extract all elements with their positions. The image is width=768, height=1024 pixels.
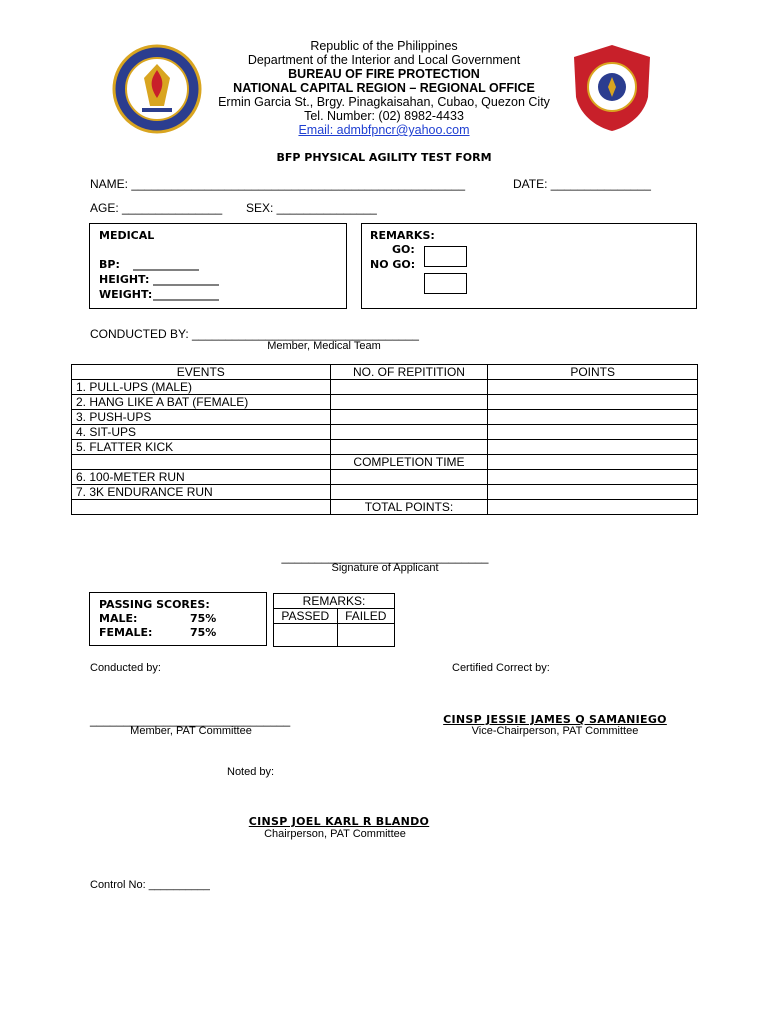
table-row <box>72 380 698 395</box>
chairperson-role: Chairperson, PAT Committee <box>264 828 406 840</box>
female-label: FEMALE: <box>99 626 153 639</box>
total-points-label: TOTAL POINTS: <box>330 500 488 515</box>
points-cell[interactable] <box>488 425 698 440</box>
table-row <box>72 425 698 440</box>
failed-header: FAILED <box>337 609 395 624</box>
age-field[interactable]: AGE: _______________ <box>90 201 223 215</box>
time-cell[interactable] <box>330 470 488 485</box>
table-row <box>72 455 698 470</box>
height-label: HEIGHT: <box>99 273 150 286</box>
header-repetition: NO. OF REPITITION <box>330 365 488 380</box>
go-checkbox[interactable] <box>424 246 467 267</box>
points-cell[interactable] <box>488 470 698 485</box>
points-cell[interactable] <box>488 410 698 425</box>
repetition-cell[interactable] <box>330 410 488 425</box>
header-events: EVENTS <box>72 365 331 380</box>
event-sit-ups: 4. SIT-UPS <box>72 425 331 440</box>
passing-scores-title: PASSING SCORES: <box>99 598 210 611</box>
blank-cell <box>72 455 331 470</box>
vice-chair-role: Vice-Chairperson, PAT Committee <box>471 725 639 737</box>
name-field[interactable]: NAME: __________________________________________________ <box>90 177 466 191</box>
no-go-label: NO GO: <box>370 258 416 271</box>
table-row <box>72 440 698 455</box>
points-cell[interactable] <box>488 440 698 455</box>
header-bureau: BUREAU OF FIRE PROTECTION <box>288 67 480 81</box>
time-cell[interactable] <box>330 485 488 500</box>
event-flatter-kick: 5. FLATTER KICK <box>72 440 331 455</box>
total-points-cell[interactable] <box>488 500 698 515</box>
header-address: Ermin Garcia St., Brgy. Pinagkaisahan, Cubao, Quezon City <box>218 95 550 109</box>
passed-header: PASSED <box>274 609 338 624</box>
header-points: POINTS <box>488 365 698 380</box>
table-row <box>72 500 698 515</box>
event-3k-endurance-run: 7. 3K ENDURANCE RUN <box>72 485 331 500</box>
table-row <box>72 470 698 485</box>
applicant-signature-line[interactable]: _______________________________ <box>281 550 489 564</box>
events-table <box>71 364 698 515</box>
female-value: 75% <box>190 626 217 639</box>
conducted-by-label: Conducted by: <box>90 662 161 674</box>
bp-label: BP: <box>99 258 120 271</box>
medical-team-role: Member, Medical Team <box>267 340 381 352</box>
passed-checkbox[interactable] <box>274 624 338 647</box>
blank-cell <box>488 455 698 470</box>
points-cell[interactable] <box>488 395 698 410</box>
form-title: BFP PHYSICAL AGILITY TEST FORM <box>276 151 492 164</box>
table-row <box>72 395 698 410</box>
header-tel: Tel. Number: (02) 8982-4433 <box>304 109 464 123</box>
applicant-signature-label: Signature of Applicant <box>331 562 439 574</box>
completion-time-header: COMPLETION TIME <box>330 455 488 470</box>
event-pull-ups: 1. PULL-UPS (MALE) <box>72 380 331 395</box>
blank-cell <box>72 500 331 515</box>
conducted-by-medical[interactable]: CONDUCTED BY: __________________________________ <box>90 327 419 341</box>
member-role: Member, PAT Committee <box>130 725 252 737</box>
weight-label: WEIGHT: <box>99 288 153 301</box>
no-go-checkbox[interactable] <box>424 273 467 294</box>
weight-line[interactable]: ____________ <box>153 288 219 301</box>
vice-chair-name: CINSP JESSIE JAMES Q SAMANIEGO <box>443 713 667 726</box>
header-region: NATIONAL CAPITAL REGION – REGIONAL OFFICE <box>233 81 535 95</box>
repetition-cell[interactable] <box>330 425 488 440</box>
event-push-ups: 3. PUSH-UPS <box>72 410 331 425</box>
points-cell[interactable] <box>488 485 698 500</box>
points-cell[interactable] <box>488 380 698 395</box>
remarks-title: REMARKS: <box>370 229 435 242</box>
repetition-cell[interactable] <box>330 395 488 410</box>
certified-correct-label: Certified Correct by: <box>452 662 550 674</box>
event-hang-like-a-bat: 2. HANG LIKE A BAT (FEMALE) <box>72 395 331 410</box>
male-value: 75% <box>190 612 217 625</box>
control-no-field[interactable]: Control No: __________ <box>90 879 210 891</box>
member-signature-line[interactable]: ______________________________ <box>90 713 291 727</box>
go-label: GO: <box>392 243 415 256</box>
bp-line[interactable]: ____________ <box>133 258 199 271</box>
sex-field[interactable]: SEX: _______________ <box>246 201 377 215</box>
table-row <box>72 485 698 500</box>
repetition-cell[interactable] <box>330 380 488 395</box>
header-republic: Republic of the Philippines <box>310 39 458 53</box>
medical-title: MEDICAL <box>99 229 155 242</box>
repetition-cell[interactable] <box>330 440 488 455</box>
failed-checkbox[interactable] <box>337 624 395 647</box>
header-department: Department of the Interior and Local Government <box>247 53 521 67</box>
email-link[interactable]: Email: admbfpncr@yahoo.com <box>298 123 470 137</box>
header-email-wrap <box>0 123 768 137</box>
male-label: MALE: <box>99 612 138 625</box>
chairperson-name: CINSP JOEL KARL R BLANDO <box>248 815 430 828</box>
result-remarks-table <box>273 593 395 647</box>
event-100-meter-run: 6. 100-METER RUN <box>72 470 331 485</box>
height-line[interactable]: ____________ <box>153 273 219 286</box>
table-row <box>72 410 698 425</box>
noted-by-label: Noted by: <box>227 766 275 778</box>
date-field[interactable]: DATE: _______________ <box>513 177 651 191</box>
result-remarks-title: REMARKS: <box>274 594 395 609</box>
table-header-row <box>72 365 698 380</box>
